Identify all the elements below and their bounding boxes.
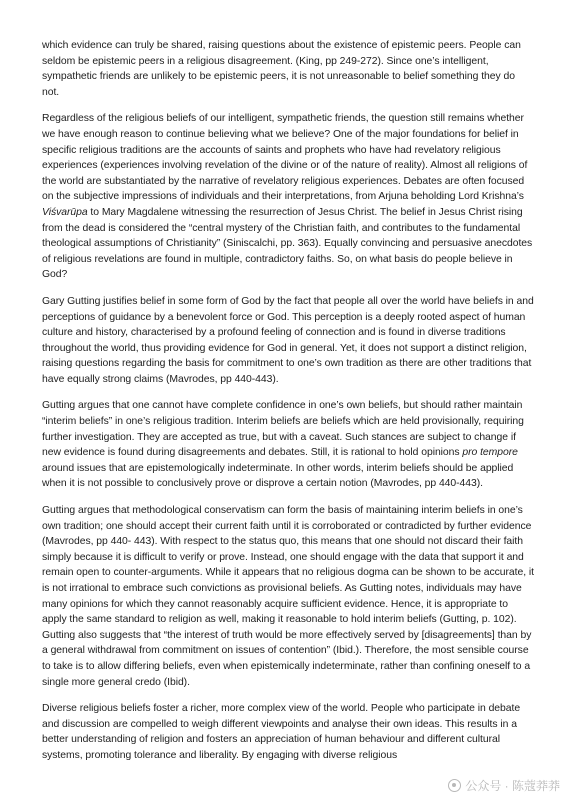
paragraph-1-text: which evidence can truly be shared, raising questions about the existence of epistemic peers. People can seldom be epistemic peers in a religious disagreement. (King, pp 249-272). Since one’s intelligent, sympathetic friends are unlikely to be epistemic peers, it is not unreasonable to belief something they do not. (42, 40, 521, 98)
paragraph-5-text: Gutting argues that methodological conservatism can form the basis of maintaining interim beliefs in one’s own tradition; one should accept their current faith until it is corroborated or contradicted by further evidence (Mavrodes, pp 440- 443). With respect to the status quo, this means that one should not discard their faith simply because it is difficult to verify or prove. Instead, one should engage with the data that support it and remain open to counter-arguments. While it appears that no religious dogma can be shown to be accurate, it is not irrational to embrace such convictions as provisional beliefs. As Gutting notes, individuals may have many opinions for which they cannot reasonably acquire sufficient evidence. Hence, it is appropriate to apply the same standard to religion as well, making it reasonable to hold interim beliefs (Gutting, p. 102). Gutting also suggests that “the interest of truth would be more effectively served by [disagreements] than by a general withdrawal from commitment on issues of contention” (Ibid.). Therefore, the most sensible course to take is to allow differing beliefs, even when epistemically indeterminate, rather than confining oneself to a single more general credo (Ibid). (42, 505, 535, 688)
paragraph-2 (42, 111, 534, 283)
paragraph-3 (42, 294, 534, 388)
paragraph-1 (42, 38, 534, 100)
paragraph-4-text-a: Gutting argues that one cannot have complete confidence in one’s own beliefs, but should rather maintain “interim beliefs” in one’s religious tradition. Interim beliefs are beliefs which are held provisionally, requiring further investigation. They are accepted as true, but with a caveat. Such stances are subject to change if new evidence is found during disagreements and debates. Still, it is rational to hold opinions (42, 400, 524, 459)
paragraph-5 (42, 503, 534, 690)
paragraph-4-text-b: around issues that are epistemologically indeterminate. In other words, interim beliefs should be applied when it is not possible to conclusively prove or disprove a certain notion (Mavrodes, pp 440-443). (42, 462, 514, 490)
paragraph-2-text-a: Regardless of the religious beliefs of our intelligent, sympathetic friends, the question still remains whether we have enough reason to continue believing what we believe? One of the major foundations for belief in specific religious traditions are the accounts of saints and prophets who have had revelatory religious experiences (experiences involving revelation of the divine or of the nature of reality). Almost all religions of the world are substantiated by the narrative of revelatory religious experiences. Debates are often focused on the subjective impressions of individuals and their interpretations, from Arjuna beholding Lord Krishna’s (42, 113, 528, 203)
paragraph-6-text: Diverse religious beliefs foster a richer, more complex view of the world. People who participate in debate and discussion are compelled to weigh different viewpoints and analyse their own ideas. This results in a better understanding of religion and fosters an appreciation of human behaviour and different cultural systems, promoting tolerance and liberality. By engaging with diverse religious (42, 703, 521, 761)
paragraph-2-italic-term: Viśvarūpa (42, 206, 88, 218)
paragraph-2-text-b: to Mary Magdalene witnessing the resurrection of Jesus Christ. The belief in Jesus Christ rising from the dead is considered the “central mystery of the Christian faith, and contributes to the fundamental theological assumptions of Christianity” (Siniscalchi, pp. 363). Equally convincing and persuasive anecdotes of religious revelations are found in multiple, contradictory faiths. So, on what basis do people believe in God? (42, 206, 533, 281)
paragraph-4 (42, 398, 534, 492)
watermark-text: 公众号 · 陈蔻莽莽 (465, 779, 560, 793)
watermark (444, 776, 564, 795)
paragraph-3-text: Gary Gutting justifies belief in some form of God by the fact that people all over the world have beliefs in and perceptions of guidance by a benevolent force or God. This perception is a deeply rooted aspect of human culture and history, characterised by a profound feeling of connection and is found in diverse traditions throughout the world, thus providing evidence for God in general. Yet, it does not support a distinct religion, raising questions regarding the basis for commitment to one’s own tradition as there are other traditions that have equally strong claims (Mavrodes, pp 440-443). (42, 295, 534, 385)
paragraph-4-italic-term: pro tempore (462, 447, 518, 459)
wechat-account-icon (448, 779, 461, 792)
document-page (42, 38, 534, 775)
paragraph-6 (42, 701, 534, 763)
